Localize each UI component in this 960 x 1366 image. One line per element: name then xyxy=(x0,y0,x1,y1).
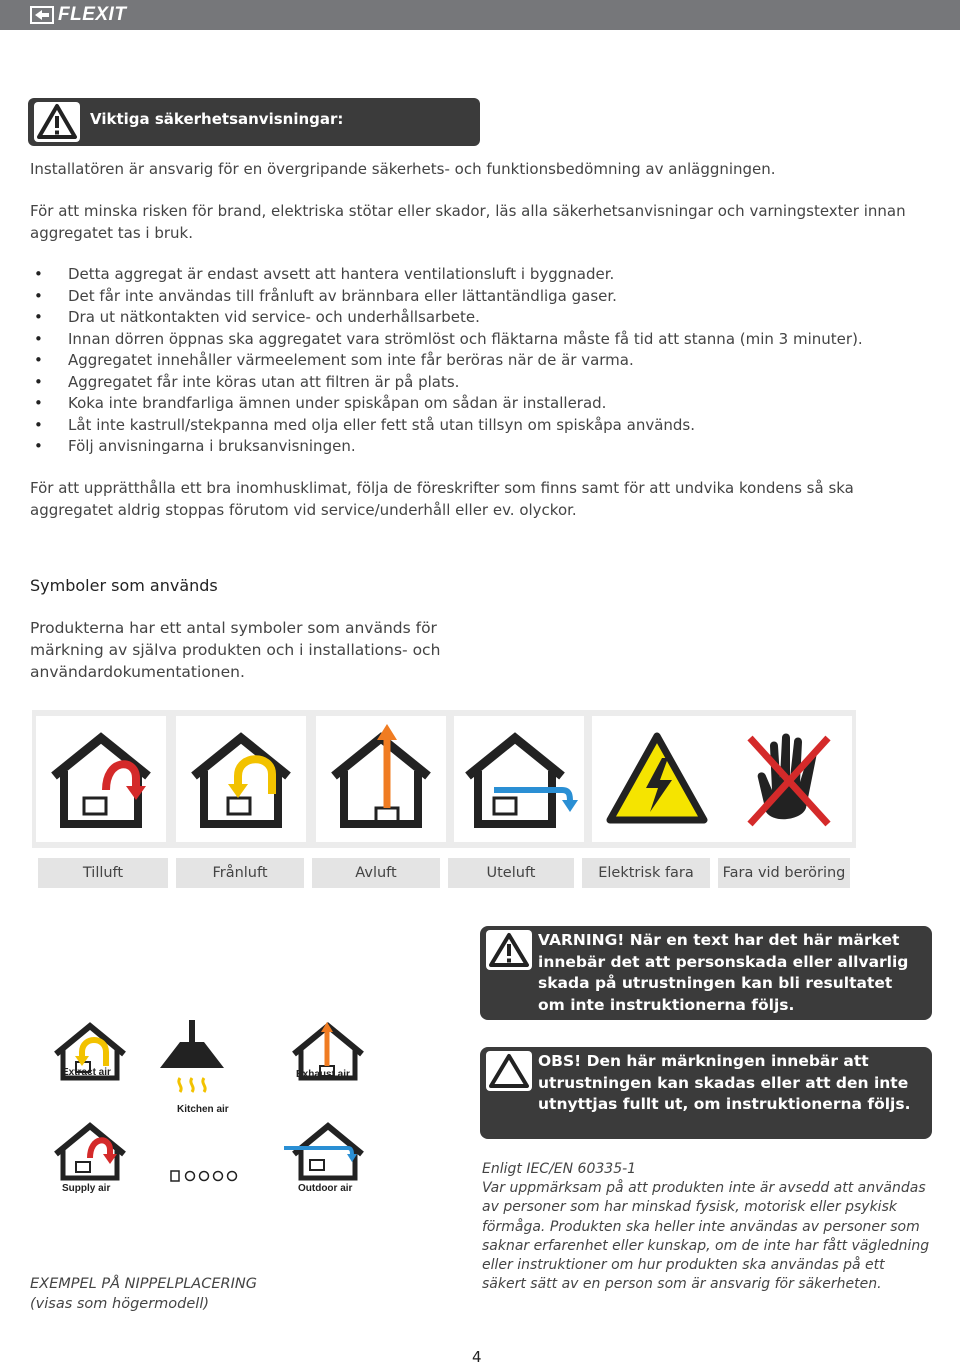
outdoor-air-house-icon xyxy=(284,1126,362,1178)
flexit-logo-icon xyxy=(30,6,54,24)
climate-paragraph: För att upprätthålla ett bra inomhusklimat, följa de föreskrifter som finns samt för att undvika kondens så ska aggregatet aldrig stoppas förutom vid service/underhåll eller ev. olyckor. xyxy=(30,479,854,519)
bullet-item: • Aggregatet innehåller värmeelement som inte får beröras när de är varma. xyxy=(30,350,930,372)
example-caption-subtitle: (visas som högermodell) xyxy=(30,1296,210,1312)
label-fara-vid-beroring: Fara vid beröring xyxy=(718,858,850,888)
label-avluft: Avluft xyxy=(312,858,440,888)
extract-air-symbol xyxy=(176,716,306,842)
kitchen-hood-icon xyxy=(160,1020,224,1092)
symbols-panel xyxy=(32,710,856,848)
supply-air-symbol xyxy=(36,716,166,842)
example-caption xyxy=(30,1274,257,1314)
bullet-item: • Detta aggregat är endast avsett att hantera ventilationsluft i byggnader. xyxy=(30,264,930,286)
outdoor-air-label: Outdoor air xyxy=(298,1183,353,1194)
bullet-item: • Aggregatet får inte köras utan att filtren är på plats. xyxy=(30,372,930,394)
electric-hazard-symbol xyxy=(592,716,722,842)
label-tilluft: Tilluft xyxy=(38,858,168,888)
banner-title: Viktiga säkerhetsanvisningar: xyxy=(90,110,344,128)
iec-heading: Enligt IEC/EN 60335-1 xyxy=(482,1161,637,1177)
bullet-item: • Dra ut nätkontakten vid service- och underhållsarbete. xyxy=(30,307,930,329)
extract-air-label: Extract air xyxy=(62,1067,111,1078)
exhaust-air-symbol xyxy=(316,716,446,842)
warning-icon xyxy=(34,102,80,142)
exhaust-air-label: Exhaust air xyxy=(296,1069,350,1080)
touch-hazard-symbol xyxy=(722,716,852,842)
supply-air-house-icon xyxy=(56,1126,124,1178)
iec-body: Var uppmärksam på att produkten inte är avsedd att användas av personer som har minskad fysisk, motorisk eller psykisk förmåga. Produkten ska heller inte användas av personer som saknar erfarenhet eller kunskap, om de inte har fått vägledning eller instruktioner om hur produkten ska användas på ett säkert sätt av en person som är ansvarig för säkerheten. xyxy=(482,1180,930,1293)
kitchen-air-label: Kitchen air xyxy=(177,1104,229,1115)
header-bar xyxy=(0,0,960,30)
intro-paragraph-1: Installatören är ansvarig för en övergripande säkerhets- och funktionsbedömning av anläggningen. xyxy=(30,160,776,178)
iec-notice xyxy=(482,1160,932,1294)
nipple-placement-diagram xyxy=(30,1020,380,1200)
example-caption-title: EXEMPEL PÅ NIPPELPLACERING xyxy=(30,1276,257,1292)
bullet-item: • Det får inte användas till frånluft av brännbara eller lättantändliga gaser. xyxy=(30,286,930,308)
control-buttons-icon xyxy=(171,1171,237,1181)
obs-notice xyxy=(480,1047,932,1139)
label-elektrisk-fara: Elektrisk fara xyxy=(582,858,710,888)
bullet-item: • Innan dörren öppnas ska aggregatet vara strömlöst och fläktarna måste få tid att stanna (min 3 minuter). xyxy=(30,329,930,351)
warning-icon xyxy=(486,930,532,970)
supply-air-label: Supply air xyxy=(62,1183,111,1194)
intro-paragraph-2: För att minska risken för brand, elektriska stötar eller skador, läs alla säkerhetsanvisningar och varningstexter innan aggregatet tas i bruk. xyxy=(30,202,906,242)
label-franluft: Frånluft xyxy=(176,858,304,888)
symbols-heading: Symboler som används xyxy=(30,576,218,595)
page-number: 4 xyxy=(472,1348,482,1366)
bullet-item: • Följ anvisningarna i bruksanvisningen. xyxy=(30,436,930,458)
bullet-item: • Låt inte kastrull/stekpanna med olja eller fett stå utan tillsyn om spiskåpa används. xyxy=(30,415,930,437)
safety-banner xyxy=(28,98,480,146)
safety-bullet-list xyxy=(30,264,930,458)
warning-notice xyxy=(480,926,932,1020)
brand-logo xyxy=(30,4,126,26)
bullet-item: • Koka inte brandfarliga ämnen under spiskåpan om sådan är installerad. xyxy=(30,393,930,415)
outdoor-air-symbol xyxy=(454,716,584,842)
brand-name: FLEXIT xyxy=(58,4,127,25)
label-uteluft: Uteluft xyxy=(448,858,574,888)
obs-text: OBS! Den här märkningen innebär att utrustningen kan skadas eller att den inte utnyttjas fullt ut, om instruktionerna följs. xyxy=(538,1052,911,1113)
symbols-description: Produkterna har ett antal symboler som används för märkning av själva produkten och i installations- och användardokumentationen. xyxy=(30,618,441,681)
warning-text: VARNING! När en text har det här märket innebär det att personskada eller allvarlig skada på utrustningen kan bli resultatet om inte instruktionerna följs. xyxy=(538,931,909,1014)
caution-icon xyxy=(486,1051,532,1091)
